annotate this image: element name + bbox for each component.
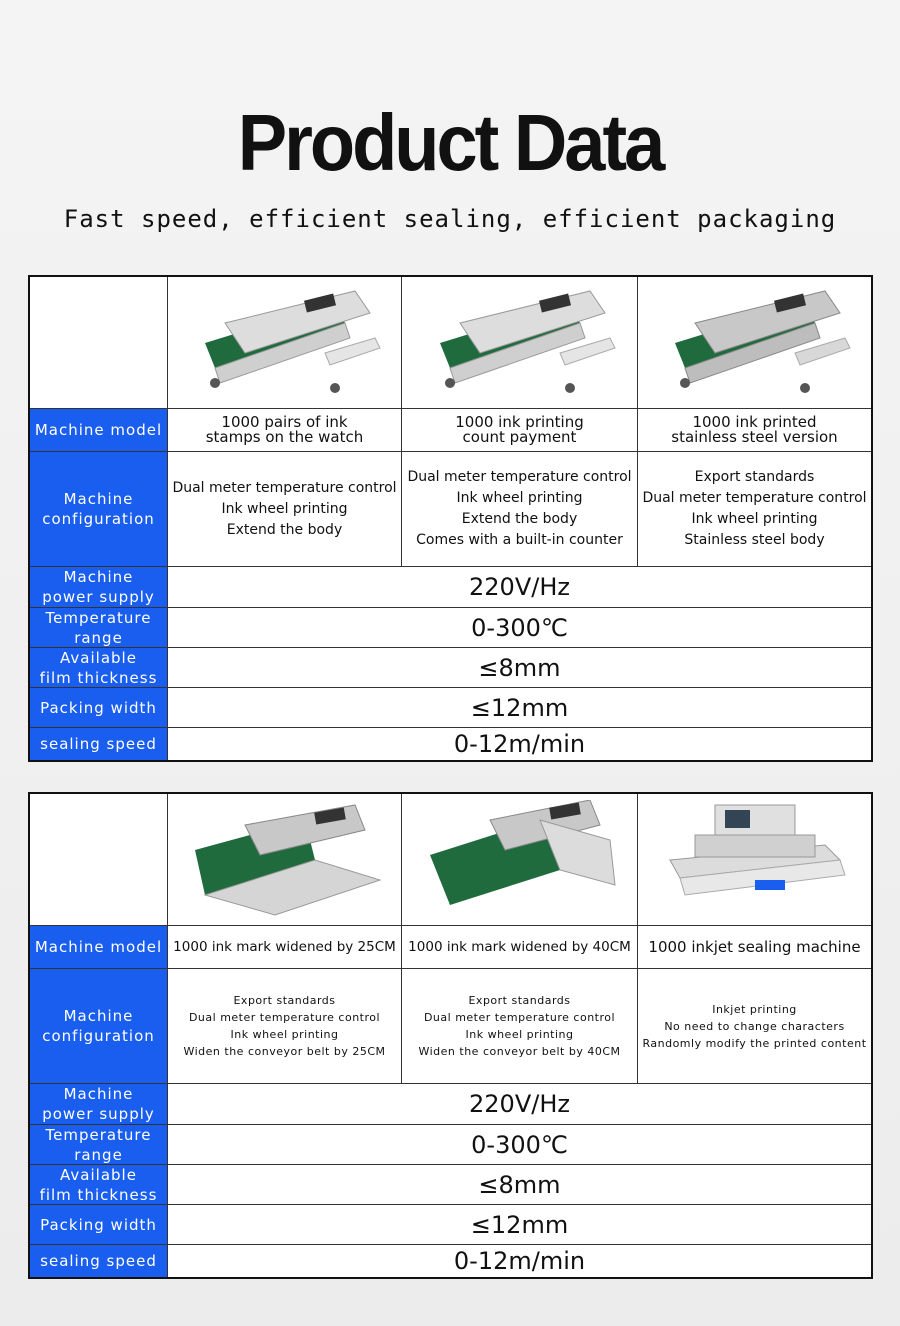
empty-corner	[30, 277, 168, 408]
speed-row	[30, 1245, 871, 1277]
label-sealing-speed: sealing speed	[30, 1245, 168, 1277]
config-row	[30, 452, 871, 567]
config-row	[30, 969, 871, 1084]
band-sealer-machine-image	[420, 283, 620, 403]
width-value: ≤12mm	[470, 1210, 569, 1239]
model-cell: 1000 inkjet sealing machine	[648, 937, 861, 956]
image-row	[30, 277, 871, 409]
temperature-value: 0-300℃	[471, 1130, 568, 1159]
label-temperature-range: Temperature range	[30, 1125, 168, 1164]
model-cell: 1000 ink mark widened by 25CM	[168, 926, 402, 968]
config-cell: Export standards Dual meter temperature control Ink wheel printing Stainless steel body	[642, 469, 867, 548]
thickness-row	[30, 1165, 871, 1205]
empty-corner	[30, 794, 168, 925]
machine-image-cell	[168, 277, 402, 408]
label-power-supply: Machine power supply	[30, 1084, 168, 1124]
model-row	[30, 926, 871, 969]
product-table-1	[28, 275, 873, 762]
power-value: 220V/Hz	[469, 573, 570, 601]
temperature-row	[30, 1125, 871, 1165]
config-cell: Dual meter temperature control Ink wheel printing Extend the body Comes with a built-in counter	[402, 452, 638, 566]
band-sealer-machine-image	[185, 800, 385, 920]
temperature-row	[30, 608, 871, 648]
model-cell: 1000 ink printed stainless steel version	[671, 413, 838, 446]
band-sealer-machine-image	[655, 283, 855, 403]
config-cell: Dual meter temperature control Ink wheel printing Extend the body	[168, 452, 402, 566]
band-sealer-machine-image	[655, 800, 855, 920]
width-value: ≤12mm	[470, 693, 569, 722]
machine-image-cell	[638, 794, 871, 925]
power-row	[30, 567, 871, 608]
label-machine-configuration: Machine configuration	[30, 452, 168, 566]
label-film-thickness: Available film thickness	[30, 648, 168, 687]
label-packing-width: Packing width	[30, 688, 168, 727]
temperature-value: 0-300℃	[471, 613, 568, 642]
product-table-2	[28, 792, 873, 1279]
label-machine-model: Machine model	[30, 926, 168, 968]
machine-image-cell	[638, 277, 871, 408]
image-row	[30, 794, 871, 926]
model-cell: 1000 ink mark widened by 40CM	[402, 926, 638, 968]
band-sealer-machine-image	[420, 800, 620, 920]
width-row	[30, 688, 871, 728]
thickness-row	[30, 648, 871, 688]
speed-value: 0-12m/min	[453, 730, 586, 758]
model-cell: 1000 ink printing count payment	[402, 409, 638, 451]
label-temperature-range: Temperature range	[30, 608, 168, 647]
page-subtitle: Fast speed, efficient sealing, efficient packaging	[63, 205, 837, 233]
label-machine-configuration: Machine configuration	[30, 969, 168, 1083]
label-sealing-speed: sealing speed	[30, 728, 168, 760]
page-title: Product Data	[237, 97, 663, 188]
label-power-supply: Machine power supply	[30, 567, 168, 607]
machine-image-cell	[168, 794, 402, 925]
power-value: 220V/Hz	[469, 1090, 570, 1118]
power-row	[30, 1084, 871, 1125]
model-cell: 1000 pairs of ink stamps on the watch	[168, 409, 402, 451]
band-sealer-machine-image	[185, 283, 385, 403]
thickness-value: ≤8mm	[478, 653, 561, 682]
machine-image-cell	[402, 794, 638, 925]
model-row	[30, 409, 871, 452]
width-row	[30, 1205, 871, 1245]
config-cell: Inkjet printing No need to change characters Randomly modify the printed content	[642, 1002, 867, 1050]
label-machine-model: Machine model	[30, 409, 168, 451]
label-film-thickness: Available film thickness	[30, 1165, 168, 1204]
speed-value: 0-12m/min	[453, 1247, 586, 1275]
label-packing-width: Packing width	[30, 1205, 168, 1244]
speed-row	[30, 728, 871, 760]
thickness-value: ≤8mm	[478, 1170, 561, 1199]
config-cell: Export standards Dual meter temperature control Ink wheel printing Widen the conveyor belt by 25CM	[168, 969, 402, 1083]
machine-image-cell	[402, 277, 638, 408]
config-cell: Export standards Dual meter temperature control Ink wheel printing Widen the conveyor belt by 40CM	[402, 969, 638, 1083]
